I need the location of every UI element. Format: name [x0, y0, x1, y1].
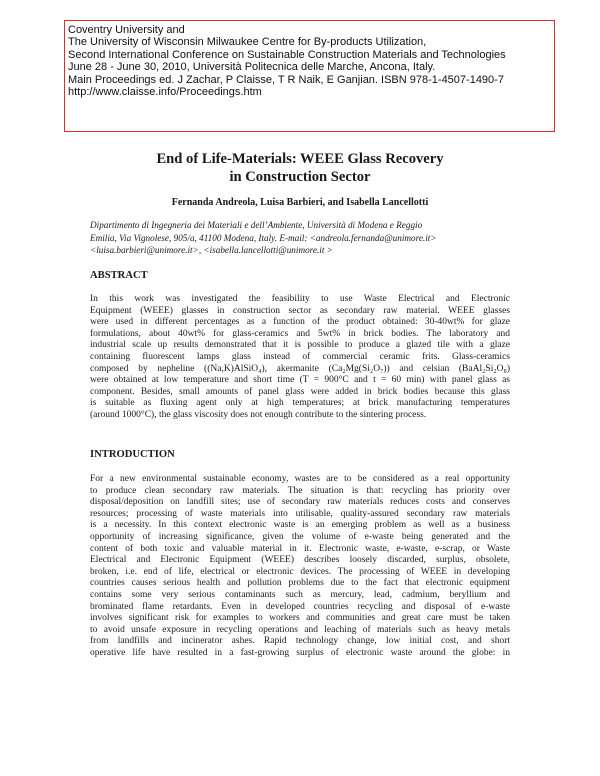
paper-title [90, 150, 510, 186]
conference-header-box [64, 20, 555, 132]
title-line: End of Life-Materials: WEEE Glass Recovery [156, 151, 444, 167]
introduction-line: involves significant risk for examples to workers and communities and great care must be taken [90, 613, 510, 624]
header-line: The University of Wisconsin Milwaukee Centre for By-products Utilization, [68, 36, 427, 49]
introduction-body [90, 474, 510, 660]
abstract-line: composed by nepheline ((Na,K)AlSiO₄), akermanite (Ca₂Mg(Si₂O₇)) and celsian (BaAl₂Si₂O₈) [90, 363, 510, 374]
proceedings-link[interactable]: http://www.claisse.info/Proceedings.htm [68, 86, 262, 99]
abstract-line: In this work was investigated the feasibility to use Waste Electrical and Electronic [90, 294, 510, 304]
introduction-line: to produce clean secondary raw materials. The situation is that: recycling has priority over [90, 485, 510, 496]
abstract-line: were used in different percentages as a function of the product obtained: 30-40wt% for glaze [90, 317, 510, 328]
introduction-line: resources; processing of waste materials into utilisable, quality-assured secondary raw materials [90, 508, 510, 519]
introduction-line: is a necessity. In this context electronic waste is an emerging problem as well as a business [90, 520, 510, 531]
abstract-line: is suitable as fluxing agent only at high temperatures; at brick manufacturing temperatures [90, 398, 510, 409]
title-line: in Construction Sector [229, 169, 371, 185]
introduction-line: countries causes serious health and pollution problems due to the fact that electronic equipment [90, 578, 510, 589]
abstract-body [90, 294, 510, 422]
abstract-line: formulations, about 40wt% for glass-ceramics and 5wt% in brick bodies. The laboratory and [90, 328, 510, 339]
abstract-heading: ABSTRACT [90, 270, 148, 281]
introduction-line: brominated flame retardants. Even in developed countries recycling and disposal of e-waste [90, 601, 510, 612]
introduction-line: contains some very serious contaminants such as mercury, lead, cadmium, beryllium and [90, 589, 510, 600]
introduction-line: from landfills and incinerator ashes. Rapid technology change, low initial cost, and short [90, 636, 510, 647]
header-line: Second International Conference on Sustainable Construction Materials and Technologies [68, 48, 506, 61]
introduction-line: to avoid unsafe exposure in recycling operations and leaching of materials such as heavy metals [90, 624, 510, 635]
introduction-line: operative life have resulted in a fast-growing surplus of electronic waste around the globe: in [90, 647, 510, 658]
abstract-line: Equipment (WEEE) glasses in construction sector as secondary raw material. WEEE glasses [90, 305, 510, 316]
introduction-line: Electrical and Electronic Equipment (WEEE) describes loosely discarded, surplus, obsolete, [90, 555, 510, 566]
author-affiliation [90, 219, 520, 257]
abstract-line: containing fluorescent lamps glass instead of commercial ceramic frits. Glass-ceramics [90, 351, 510, 362]
author-list: Fernanda Andreola, Luisa Barbieri, and Isabella Lancellotti [171, 197, 429, 208]
introduction-line: content of both toxic and valuable material in it. Electronic waste, e-waste, e-scrap, or Waste [90, 543, 510, 554]
abstract-line: component. Besides, small amounts of panel glass were added in brick bodies because this glass [90, 386, 510, 397]
abstract-line: were obtained at low temperature and short time (T = 900°C and t = 60 min) with panel glass as [90, 375, 510, 386]
header-line: Coventry University and [68, 24, 185, 36]
introduction-line: broken, i.e. end of life, electrical or electronic devices. The processing of WEEE in developing [90, 566, 510, 577]
abstract-line: (around 1000°C), the glass viscosity does not enough contribute to the sintering process. [90, 409, 427, 420]
introduction-heading: INTRODUCTION [90, 449, 175, 460]
introduction-line: disposal/deposition on landfill sites; use of secondary raw materials reduces costs and conserves [90, 497, 510, 508]
affiliation-line: Dipartimento di Ingegneria dei Materiali e dell’Ambiente, Università di Modena e Reggio [90, 220, 423, 230]
introduction-line: For a new environmental sustainable economy, wastes are to be considered as a real opportunity [90, 474, 510, 484]
introduction-line: opportunity of increasing significance, given the volume of e-waste being generated and the [90, 531, 510, 542]
affiliation-line: <luisa.barbieri@unimore.it>, <isabella.lancellotti@unimore.it > [90, 245, 333, 256]
affiliation-line: Emilia, Via Vignolese, 905/a, 41100 Modena, Italy. E-mail: <andreola.fernanda@unimore.it> [90, 232, 437, 243]
abstract-line: industrial scale up results demonstrated that it is possible to produce a glazed tile with a glaze [90, 340, 510, 351]
header-line: Main Proceedings ed. J Zachar, P Claisse, T R Naik, E Ganjian. ISBN 978-1-4507-1490-7 [68, 73, 504, 86]
header-line: June 28 - June 30, 2010, Università Politecnica delle Marche, Ancona, Italy. [68, 61, 436, 74]
